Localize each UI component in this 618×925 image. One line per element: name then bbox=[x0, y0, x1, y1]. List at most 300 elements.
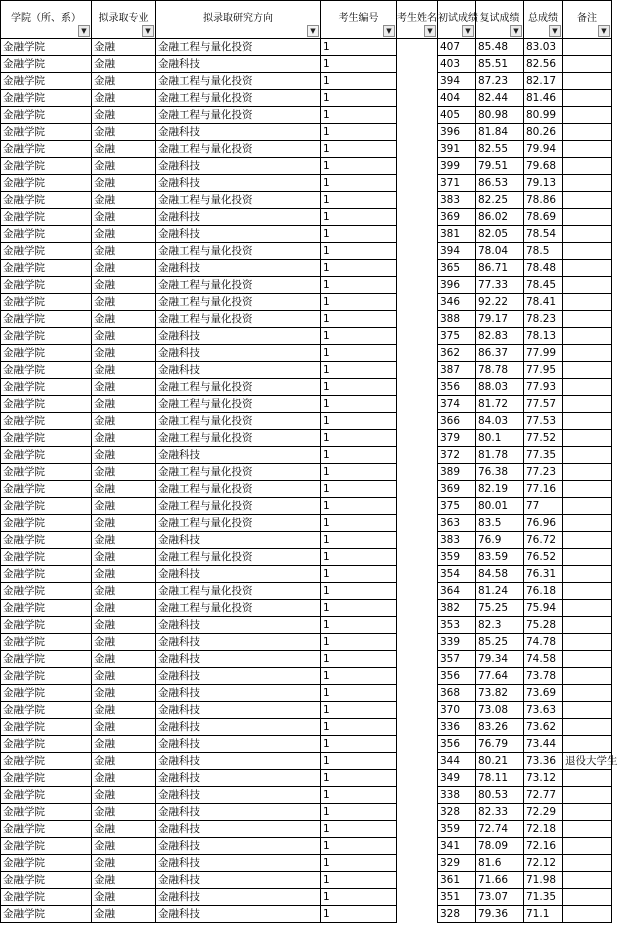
name-cell[interactable] bbox=[397, 838, 438, 855]
name-cell[interactable] bbox=[397, 804, 438, 821]
exam-no-cell[interactable]: 1 bbox=[321, 481, 397, 498]
exam-no-cell[interactable]: 1 bbox=[321, 549, 397, 566]
exam-no-cell[interactable]: 1 bbox=[321, 294, 397, 311]
exam-no-cell[interactable]: 1 bbox=[321, 821, 397, 838]
prelim-score-cell[interactable]: 394 bbox=[438, 73, 476, 90]
college-cell[interactable]: 金融学院 bbox=[1, 855, 92, 872]
note-cell[interactable] bbox=[563, 685, 612, 702]
major-cell[interactable]: 金融 bbox=[92, 175, 156, 192]
total-score-cell[interactable]: 72.18 bbox=[524, 821, 563, 838]
major-cell[interactable]: 金融 bbox=[92, 124, 156, 141]
prelim-score-cell[interactable]: 349 bbox=[438, 770, 476, 787]
note-cell[interactable] bbox=[563, 124, 612, 141]
retest-score-cell[interactable]: 79.36 bbox=[476, 906, 524, 923]
filter-dropdown-icon[interactable]: ▼ bbox=[510, 25, 522, 37]
total-score-cell[interactable]: 82.17 bbox=[524, 73, 563, 90]
exam-no-cell[interactable]: 1 bbox=[321, 804, 397, 821]
total-score-cell[interactable]: 79.13 bbox=[524, 175, 563, 192]
retest-score-cell[interactable]: 71.66 bbox=[476, 872, 524, 889]
major-cell[interactable]: 金融 bbox=[92, 311, 156, 328]
total-score-cell[interactable]: 78.86 bbox=[524, 192, 563, 209]
major-cell[interactable]: 金融 bbox=[92, 107, 156, 124]
exam-no-cell[interactable]: 1 bbox=[321, 243, 397, 260]
exam-no-cell[interactable]: 1 bbox=[321, 787, 397, 804]
total-score-cell[interactable]: 77.52 bbox=[524, 430, 563, 447]
note-cell[interactable] bbox=[563, 515, 612, 532]
prelim-score-cell[interactable]: 338 bbox=[438, 787, 476, 804]
exam-no-cell[interactable]: 1 bbox=[321, 56, 397, 73]
major-cell[interactable]: 金融 bbox=[92, 719, 156, 736]
exam-no-cell[interactable]: 1 bbox=[321, 430, 397, 447]
total-score-cell[interactable]: 73.69 bbox=[524, 685, 563, 702]
direction-cell[interactable]: 金融科技 bbox=[156, 651, 321, 668]
total-score-cell[interactable]: 74.78 bbox=[524, 634, 563, 651]
filter-dropdown-icon[interactable]: ▼ bbox=[142, 25, 154, 37]
major-cell[interactable]: 金融 bbox=[92, 736, 156, 753]
exam-no-cell[interactable]: 1 bbox=[321, 532, 397, 549]
major-cell[interactable]: 金融 bbox=[92, 260, 156, 277]
name-cell[interactable] bbox=[397, 464, 438, 481]
college-cell[interactable]: 金融学院 bbox=[1, 277, 92, 294]
direction-cell[interactable]: 金融工程与量化投资 bbox=[156, 396, 321, 413]
note-cell[interactable] bbox=[563, 464, 612, 481]
prelim-score-cell[interactable]: 370 bbox=[438, 702, 476, 719]
name-cell[interactable] bbox=[397, 277, 438, 294]
name-cell[interactable] bbox=[397, 39, 438, 56]
direction-cell[interactable]: 金融工程与量化投资 bbox=[156, 311, 321, 328]
prelim-score-cell[interactable]: 387 bbox=[438, 362, 476, 379]
major-cell[interactable]: 金融 bbox=[92, 787, 156, 804]
total-score-cell[interactable]: 79.94 bbox=[524, 141, 563, 158]
major-cell[interactable]: 金融 bbox=[92, 634, 156, 651]
retest-score-cell[interactable]: 87.23 bbox=[476, 73, 524, 90]
direction-cell[interactable]: 金融工程与量化投资 bbox=[156, 141, 321, 158]
major-cell[interactable]: 金融 bbox=[92, 464, 156, 481]
direction-cell[interactable]: 金融工程与量化投资 bbox=[156, 379, 321, 396]
retest-score-cell[interactable]: 80.01 bbox=[476, 498, 524, 515]
college-cell[interactable]: 金融学院 bbox=[1, 634, 92, 651]
prelim-score-cell[interactable]: 365 bbox=[438, 260, 476, 277]
exam-no-cell[interactable]: 1 bbox=[321, 260, 397, 277]
direction-cell[interactable]: 金融工程与量化投资 bbox=[156, 192, 321, 209]
name-cell[interactable] bbox=[397, 430, 438, 447]
name-cell[interactable] bbox=[397, 175, 438, 192]
name-cell[interactable] bbox=[397, 566, 438, 583]
major-cell[interactable]: 金融 bbox=[92, 73, 156, 90]
filter-dropdown-icon[interactable]: ▼ bbox=[424, 25, 436, 37]
total-score-cell[interactable]: 82.56 bbox=[524, 56, 563, 73]
retest-score-cell[interactable]: 72.74 bbox=[476, 821, 524, 838]
total-score-cell[interactable]: 73.44 bbox=[524, 736, 563, 753]
major-cell[interactable]: 金融 bbox=[92, 277, 156, 294]
major-cell[interactable]: 金融 bbox=[92, 39, 156, 56]
college-cell[interactable]: 金融学院 bbox=[1, 532, 92, 549]
note-cell[interactable] bbox=[563, 56, 612, 73]
total-score-cell[interactable]: 72.77 bbox=[524, 787, 563, 804]
name-cell[interactable] bbox=[397, 821, 438, 838]
college-cell[interactable]: 金融学院 bbox=[1, 515, 92, 532]
note-cell[interactable] bbox=[563, 90, 612, 107]
retest-score-cell[interactable]: 86.71 bbox=[476, 260, 524, 277]
retest-score-cell[interactable]: 82.3 bbox=[476, 617, 524, 634]
prelim-score-cell[interactable]: 375 bbox=[438, 328, 476, 345]
note-cell[interactable] bbox=[563, 447, 612, 464]
direction-cell[interactable]: 金融科技 bbox=[156, 736, 321, 753]
total-score-cell[interactable]: 77.99 bbox=[524, 345, 563, 362]
note-cell[interactable] bbox=[563, 532, 612, 549]
note-cell[interactable] bbox=[563, 498, 612, 515]
note-cell[interactable] bbox=[563, 787, 612, 804]
total-score-cell[interactable]: 75.94 bbox=[524, 600, 563, 617]
retest-score-cell[interactable]: 85.25 bbox=[476, 634, 524, 651]
note-cell[interactable] bbox=[563, 838, 612, 855]
prelim-score-cell[interactable]: 366 bbox=[438, 413, 476, 430]
college-cell[interactable]: 金融学院 bbox=[1, 753, 92, 770]
name-cell[interactable] bbox=[397, 379, 438, 396]
note-cell[interactable] bbox=[563, 192, 612, 209]
total-score-cell[interactable]: 76.72 bbox=[524, 532, 563, 549]
name-cell[interactable] bbox=[397, 328, 438, 345]
filter-dropdown-icon[interactable]: ▼ bbox=[383, 25, 395, 37]
college-cell[interactable]: 金融学院 bbox=[1, 838, 92, 855]
filter-dropdown-icon[interactable]: ▼ bbox=[462, 25, 474, 37]
college-cell[interactable]: 金融学院 bbox=[1, 549, 92, 566]
direction-cell[interactable]: 金融科技 bbox=[156, 770, 321, 787]
college-cell[interactable]: 金融学院 bbox=[1, 583, 92, 600]
note-cell[interactable] bbox=[563, 328, 612, 345]
college-cell[interactable]: 金融学院 bbox=[1, 56, 92, 73]
college-cell[interactable]: 金融学院 bbox=[1, 226, 92, 243]
major-cell[interactable]: 金融 bbox=[92, 770, 156, 787]
retest-score-cell[interactable]: 86.02 bbox=[476, 209, 524, 226]
exam-no-cell[interactable]: 1 bbox=[321, 685, 397, 702]
college-cell[interactable]: 金融学院 bbox=[1, 821, 92, 838]
major-cell[interactable]: 金融 bbox=[92, 379, 156, 396]
total-score-cell[interactable]: 78.23 bbox=[524, 311, 563, 328]
total-score-cell[interactable]: 76.31 bbox=[524, 566, 563, 583]
total-score-cell[interactable]: 71.98 bbox=[524, 872, 563, 889]
exam-no-cell[interactable]: 1 bbox=[321, 345, 397, 362]
note-cell[interactable] bbox=[563, 872, 612, 889]
exam-no-cell[interactable]: 1 bbox=[321, 90, 397, 107]
name-cell[interactable] bbox=[397, 634, 438, 651]
total-score-cell[interactable]: 78.54 bbox=[524, 226, 563, 243]
direction-cell[interactable]: 金融科技 bbox=[156, 209, 321, 226]
note-cell[interactable] bbox=[563, 430, 612, 447]
name-cell[interactable] bbox=[397, 311, 438, 328]
college-cell[interactable]: 金融学院 bbox=[1, 804, 92, 821]
note-cell[interactable] bbox=[563, 889, 612, 906]
note-cell[interactable] bbox=[563, 39, 612, 56]
prelim-score-cell[interactable]: 361 bbox=[438, 872, 476, 889]
exam-no-cell[interactable]: 1 bbox=[321, 736, 397, 753]
name-cell[interactable] bbox=[397, 872, 438, 889]
name-cell[interactable] bbox=[397, 617, 438, 634]
name-cell[interactable] bbox=[397, 260, 438, 277]
name-cell[interactable] bbox=[397, 345, 438, 362]
total-score-cell[interactable]: 76.96 bbox=[524, 515, 563, 532]
exam-no-cell[interactable]: 1 bbox=[321, 209, 397, 226]
total-score-cell[interactable]: 75.28 bbox=[524, 617, 563, 634]
total-score-cell[interactable]: 81.46 bbox=[524, 90, 563, 107]
note-cell[interactable] bbox=[563, 260, 612, 277]
retest-score-cell[interactable]: 86.37 bbox=[476, 345, 524, 362]
retest-score-cell[interactable]: 88.03 bbox=[476, 379, 524, 396]
name-cell[interactable] bbox=[397, 855, 438, 872]
direction-cell[interactable]: 金融科技 bbox=[156, 685, 321, 702]
total-score-cell[interactable]: 79.68 bbox=[524, 158, 563, 175]
name-cell[interactable] bbox=[397, 56, 438, 73]
retest-score-cell[interactable]: 76.79 bbox=[476, 736, 524, 753]
name-cell[interactable] bbox=[397, 209, 438, 226]
note-cell[interactable] bbox=[563, 702, 612, 719]
name-cell[interactable] bbox=[397, 158, 438, 175]
major-cell[interactable]: 金融 bbox=[92, 821, 156, 838]
college-cell[interactable]: 金融学院 bbox=[1, 192, 92, 209]
direction-cell[interactable]: 金融工程与量化投资 bbox=[156, 600, 321, 617]
exam-no-cell[interactable]: 1 bbox=[321, 889, 397, 906]
total-score-cell[interactable]: 73.12 bbox=[524, 770, 563, 787]
exam-no-cell[interactable]: 1 bbox=[321, 702, 397, 719]
note-cell[interactable] bbox=[563, 209, 612, 226]
retest-score-cell[interactable]: 82.55 bbox=[476, 141, 524, 158]
major-cell[interactable]: 金融 bbox=[92, 532, 156, 549]
major-cell[interactable]: 金融 bbox=[92, 498, 156, 515]
direction-cell[interactable]: 金融科技 bbox=[156, 158, 321, 175]
major-cell[interactable]: 金融 bbox=[92, 583, 156, 600]
major-cell[interactable]: 金融 bbox=[92, 651, 156, 668]
direction-cell[interactable]: 金融工程与量化投资 bbox=[156, 481, 321, 498]
college-cell[interactable]: 金融学院 bbox=[1, 311, 92, 328]
name-cell[interactable] bbox=[397, 107, 438, 124]
college-cell[interactable]: 金融学院 bbox=[1, 294, 92, 311]
note-cell[interactable] bbox=[563, 855, 612, 872]
prelim-score-cell[interactable]: 353 bbox=[438, 617, 476, 634]
college-cell[interactable]: 金融学院 bbox=[1, 413, 92, 430]
prelim-score-cell[interactable]: 356 bbox=[438, 379, 476, 396]
note-cell[interactable] bbox=[563, 311, 612, 328]
filter-dropdown-icon[interactable]: ▼ bbox=[78, 25, 90, 37]
exam-no-cell[interactable]: 1 bbox=[321, 413, 397, 430]
prelim-score-cell[interactable]: 328 bbox=[438, 804, 476, 821]
prelim-score-cell[interactable]: 359 bbox=[438, 821, 476, 838]
note-cell[interactable]: 退役大学生 bbox=[563, 753, 612, 770]
total-score-cell[interactable]: 77.53 bbox=[524, 413, 563, 430]
prelim-score-cell[interactable]: 372 bbox=[438, 447, 476, 464]
college-cell[interactable]: 金融学院 bbox=[1, 447, 92, 464]
direction-cell[interactable]: 金融工程与量化投资 bbox=[156, 430, 321, 447]
note-cell[interactable] bbox=[563, 226, 612, 243]
filter-active-icon[interactable]: ▼ bbox=[307, 25, 319, 37]
college-cell[interactable]: 金融学院 bbox=[1, 668, 92, 685]
retest-score-cell[interactable]: 86.53 bbox=[476, 175, 524, 192]
exam-no-cell[interactable]: 1 bbox=[321, 753, 397, 770]
direction-cell[interactable]: 金融科技 bbox=[156, 56, 321, 73]
prelim-score-cell[interactable]: 363 bbox=[438, 515, 476, 532]
major-cell[interactable]: 金融 bbox=[92, 413, 156, 430]
retest-score-cell[interactable]: 83.59 bbox=[476, 549, 524, 566]
college-cell[interactable]: 金融学院 bbox=[1, 141, 92, 158]
name-cell[interactable] bbox=[397, 90, 438, 107]
filter-dropdown-icon[interactable]: ▼ bbox=[549, 25, 561, 37]
college-cell[interactable]: 金融学院 bbox=[1, 124, 92, 141]
exam-no-cell[interactable]: 1 bbox=[321, 906, 397, 923]
direction-cell[interactable]: 金融科技 bbox=[156, 328, 321, 345]
college-cell[interactable]: 金融学院 bbox=[1, 906, 92, 923]
prelim-score-cell[interactable]: 371 bbox=[438, 175, 476, 192]
exam-no-cell[interactable]: 1 bbox=[321, 175, 397, 192]
total-score-cell[interactable]: 71.1 bbox=[524, 906, 563, 923]
college-cell[interactable]: 金融学院 bbox=[1, 430, 92, 447]
retest-score-cell[interactable]: 84.03 bbox=[476, 413, 524, 430]
college-cell[interactable]: 金融学院 bbox=[1, 889, 92, 906]
direction-cell[interactable]: 金融科技 bbox=[156, 872, 321, 889]
college-cell[interactable]: 金融学院 bbox=[1, 566, 92, 583]
retest-score-cell[interactable]: 82.44 bbox=[476, 90, 524, 107]
prelim-score-cell[interactable]: 351 bbox=[438, 889, 476, 906]
prelim-score-cell[interactable]: 405 bbox=[438, 107, 476, 124]
direction-cell[interactable]: 金融工程与量化投资 bbox=[156, 294, 321, 311]
retest-score-cell[interactable]: 79.34 bbox=[476, 651, 524, 668]
direction-cell[interactable]: 金融科技 bbox=[156, 821, 321, 838]
retest-score-cell[interactable]: 82.83 bbox=[476, 328, 524, 345]
name-cell[interactable] bbox=[397, 294, 438, 311]
college-cell[interactable]: 金融学院 bbox=[1, 685, 92, 702]
name-cell[interactable] bbox=[397, 73, 438, 90]
prelim-score-cell[interactable]: 344 bbox=[438, 753, 476, 770]
retest-score-cell[interactable]: 77.33 bbox=[476, 277, 524, 294]
total-score-cell[interactable]: 78.13 bbox=[524, 328, 563, 345]
major-cell[interactable]: 金融 bbox=[92, 804, 156, 821]
college-cell[interactable]: 金融学院 bbox=[1, 719, 92, 736]
retest-score-cell[interactable]: 83.26 bbox=[476, 719, 524, 736]
name-cell[interactable] bbox=[397, 141, 438, 158]
college-cell[interactable]: 金融学院 bbox=[1, 770, 92, 787]
note-cell[interactable] bbox=[563, 107, 612, 124]
note-cell[interactable] bbox=[563, 736, 612, 753]
name-cell[interactable] bbox=[397, 787, 438, 804]
exam-no-cell[interactable]: 1 bbox=[321, 328, 397, 345]
total-score-cell[interactable]: 73.78 bbox=[524, 668, 563, 685]
name-cell[interactable] bbox=[397, 498, 438, 515]
retest-score-cell[interactable]: 82.19 bbox=[476, 481, 524, 498]
retest-score-cell[interactable]: 84.58 bbox=[476, 566, 524, 583]
prelim-score-cell[interactable]: 381 bbox=[438, 226, 476, 243]
direction-cell[interactable]: 金融科技 bbox=[156, 175, 321, 192]
total-score-cell[interactable]: 77 bbox=[524, 498, 563, 515]
major-cell[interactable]: 金融 bbox=[92, 362, 156, 379]
retest-score-cell[interactable]: 83.5 bbox=[476, 515, 524, 532]
college-cell[interactable]: 金融学院 bbox=[1, 600, 92, 617]
direction-cell[interactable]: 金融科技 bbox=[156, 906, 321, 923]
name-cell[interactable] bbox=[397, 549, 438, 566]
total-score-cell[interactable]: 72.29 bbox=[524, 804, 563, 821]
name-cell[interactable] bbox=[397, 226, 438, 243]
direction-cell[interactable]: 金融工程与量化投资 bbox=[156, 243, 321, 260]
exam-no-cell[interactable]: 1 bbox=[321, 447, 397, 464]
prelim-score-cell[interactable]: 357 bbox=[438, 651, 476, 668]
name-cell[interactable] bbox=[397, 906, 438, 923]
direction-cell[interactable]: 金融科技 bbox=[156, 889, 321, 906]
prelim-score-cell[interactable]: 399 bbox=[438, 158, 476, 175]
prelim-score-cell[interactable]: 382 bbox=[438, 600, 476, 617]
retest-score-cell[interactable]: 78.04 bbox=[476, 243, 524, 260]
prelim-score-cell[interactable]: 389 bbox=[438, 464, 476, 481]
total-score-cell[interactable]: 77.23 bbox=[524, 464, 563, 481]
name-cell[interactable] bbox=[397, 192, 438, 209]
retest-score-cell[interactable]: 79.51 bbox=[476, 158, 524, 175]
note-cell[interactable] bbox=[563, 821, 612, 838]
prelim-score-cell[interactable]: 354 bbox=[438, 566, 476, 583]
exam-no-cell[interactable]: 1 bbox=[321, 396, 397, 413]
note-cell[interactable] bbox=[563, 73, 612, 90]
prelim-score-cell[interactable]: 328 bbox=[438, 906, 476, 923]
exam-no-cell[interactable]: 1 bbox=[321, 362, 397, 379]
major-cell[interactable]: 金融 bbox=[92, 192, 156, 209]
major-cell[interactable]: 金融 bbox=[92, 753, 156, 770]
exam-no-cell[interactable]: 1 bbox=[321, 498, 397, 515]
name-cell[interactable] bbox=[397, 719, 438, 736]
prelim-score-cell[interactable]: 329 bbox=[438, 855, 476, 872]
prelim-score-cell[interactable]: 356 bbox=[438, 736, 476, 753]
note-cell[interactable] bbox=[563, 719, 612, 736]
college-cell[interactable]: 金融学院 bbox=[1, 464, 92, 481]
direction-cell[interactable]: 金融工程与量化投资 bbox=[156, 73, 321, 90]
major-cell[interactable]: 金融 bbox=[92, 243, 156, 260]
college-cell[interactable]: 金融学院 bbox=[1, 872, 92, 889]
exam-no-cell[interactable]: 1 bbox=[321, 158, 397, 175]
prelim-score-cell[interactable]: 391 bbox=[438, 141, 476, 158]
name-cell[interactable] bbox=[397, 685, 438, 702]
name-cell[interactable] bbox=[397, 447, 438, 464]
name-cell[interactable] bbox=[397, 770, 438, 787]
college-cell[interactable]: 金融学院 bbox=[1, 209, 92, 226]
retest-score-cell[interactable]: 76.9 bbox=[476, 532, 524, 549]
direction-cell[interactable]: 金融科技 bbox=[156, 634, 321, 651]
note-cell[interactable] bbox=[563, 294, 612, 311]
exam-no-cell[interactable]: 1 bbox=[321, 39, 397, 56]
note-cell[interactable] bbox=[563, 345, 612, 362]
name-cell[interactable] bbox=[397, 413, 438, 430]
note-cell[interactable] bbox=[563, 362, 612, 379]
name-cell[interactable] bbox=[397, 515, 438, 532]
major-cell[interactable]: 金融 bbox=[92, 141, 156, 158]
college-cell[interactable]: 金融学院 bbox=[1, 651, 92, 668]
name-cell[interactable] bbox=[397, 702, 438, 719]
direction-cell[interactable]: 金融工程与量化投资 bbox=[156, 583, 321, 600]
name-cell[interactable] bbox=[397, 396, 438, 413]
retest-score-cell[interactable]: 81.6 bbox=[476, 855, 524, 872]
major-cell[interactable]: 金融 bbox=[92, 345, 156, 362]
major-cell[interactable]: 金融 bbox=[92, 549, 156, 566]
exam-no-cell[interactable]: 1 bbox=[321, 277, 397, 294]
retest-score-cell[interactable]: 77.64 bbox=[476, 668, 524, 685]
major-cell[interactable]: 金融 bbox=[92, 209, 156, 226]
total-score-cell[interactable]: 80.26 bbox=[524, 124, 563, 141]
prelim-score-cell[interactable]: 369 bbox=[438, 209, 476, 226]
college-cell[interactable]: 金融学院 bbox=[1, 73, 92, 90]
prelim-score-cell[interactable]: 369 bbox=[438, 481, 476, 498]
total-score-cell[interactable]: 80.99 bbox=[524, 107, 563, 124]
college-cell[interactable]: 金融学院 bbox=[1, 362, 92, 379]
name-cell[interactable] bbox=[397, 481, 438, 498]
note-cell[interactable] bbox=[563, 413, 612, 430]
major-cell[interactable]: 金融 bbox=[92, 889, 156, 906]
total-score-cell[interactable]: 77.57 bbox=[524, 396, 563, 413]
prelim-score-cell[interactable]: 396 bbox=[438, 124, 476, 141]
exam-no-cell[interactable]: 1 bbox=[321, 311, 397, 328]
exam-no-cell[interactable]: 1 bbox=[321, 583, 397, 600]
